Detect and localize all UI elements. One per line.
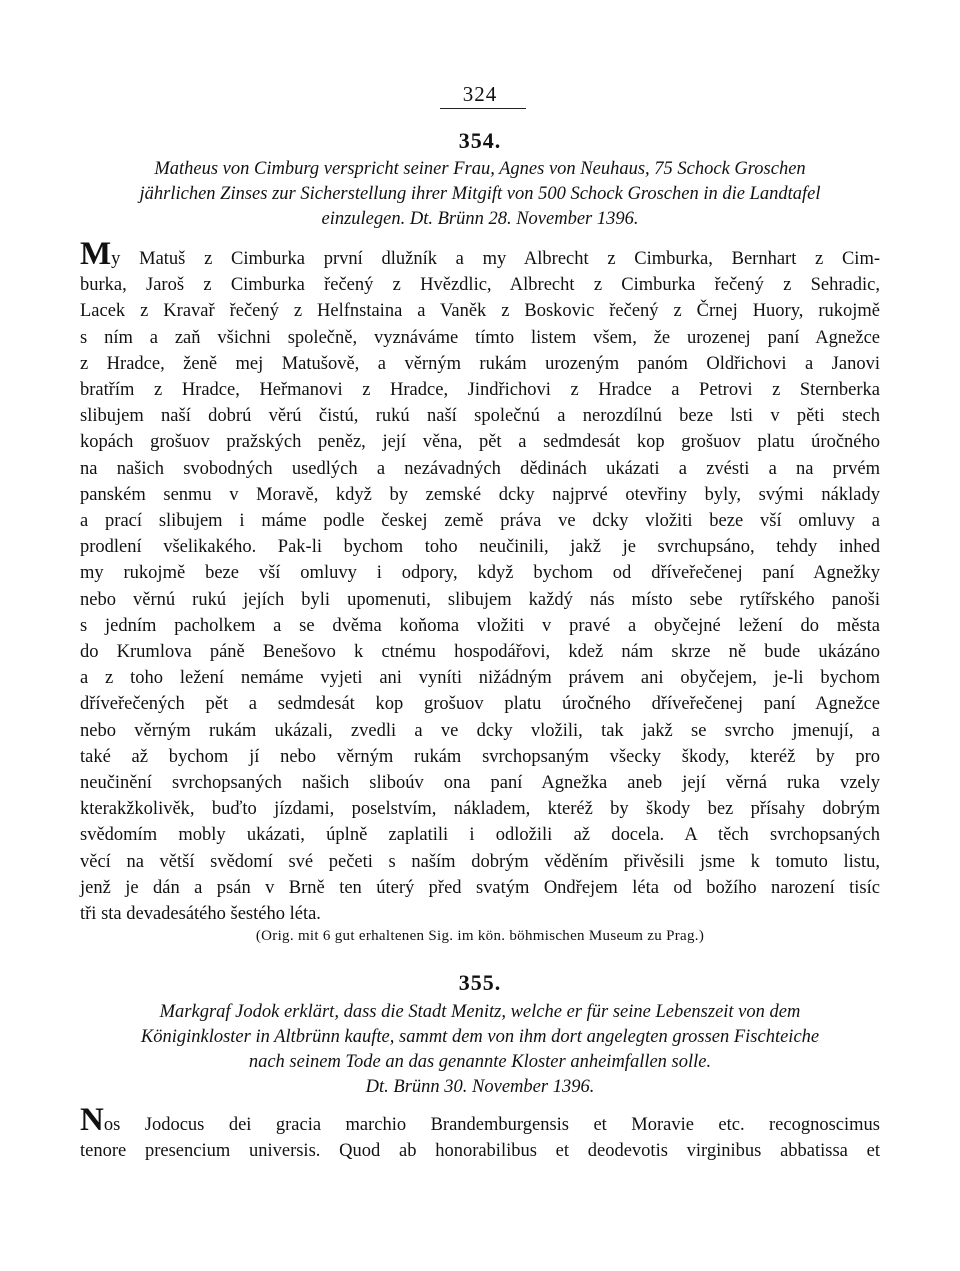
text-line: z Hradce, ženě mej Matušově, a věrným rukám urozeným panóm Oldřichovi a Janovi — [80, 353, 880, 374]
text-line: my rukojmě beze vší omluvy i odpory, když bychom od dříveřečenej paní Agnežky — [80, 563, 880, 584]
text-line: také až bychom jí nebo věrným rukám svrchopsaným všecky škody, kteréž by pro — [80, 746, 880, 767]
document-number-354: 354. — [458, 128, 502, 153]
text-line: dříveřečených pět a sedmdesát kop grošuov platu úročného dříveřečenej paní Agnežce — [80, 694, 880, 715]
initial-letter: N — [80, 1102, 104, 1138]
page-number-rule — [440, 108, 526, 109]
text-line: s jedním pacholkem a se dvěma koňoma vložiti v pravé a obyčejné ležení do města — [80, 615, 880, 636]
page-number: 324 — [462, 82, 498, 106]
summary-354-line: Matheus von Cimburg verspricht seiner Frau, Agnes von Neuhaus, 75 Schock Groschen — [154, 159, 806, 179]
text-line: panském senmu v Moravě, když by zemské dcky najprvé otevřiny byly, svými náklady — [80, 484, 880, 505]
summary-355-line: Königinkloster in Altbrünn kaufte, sammt dem von ihm dort angelegten grossen Fischteiche — [140, 1027, 820, 1047]
text-line: s ním a zaň všichni společně, vyznáváme tímto listem všem, že urozenej paní Agnežce — [80, 327, 880, 348]
text-line: a z toho ležení nemáme vyjeti ani vyníti nižádným právem ani obyčejem, je-li bychom — [80, 668, 880, 689]
text-line: nebo věrnú rukú jejích byli upomenuti, slibujem každý nás místo sebe rytířského panoši — [80, 589, 880, 610]
text-line: prodlení všelikakého. Pak-li bychom toho neučinili, jakž je svrchupsáno, tehdy inhed — [80, 537, 880, 558]
text-line — [80, 1102, 880, 1138]
text-line: do Krumlova páně Benešovo k ctnému hospodářovi, kdež nám skrze ně bude ukázáno — [80, 642, 880, 663]
summary-354-line: einzulegen. Dt. Brünn 28. November 1396. — [321, 209, 639, 229]
source-note-354: (Orig. mit 6 gut erhaltenen Sig. im kön. böhmischen Museum zu Prag.) — [255, 928, 705, 944]
document-number-355: 355. — [458, 970, 502, 995]
text-line: tři sta devadesátého šestého léta. — [80, 904, 321, 925]
summary-355-line: Markgraf Jodok erklärt, dass die Stadt Menitz, welche er für seine Lebenszeit von dem — [159, 1002, 801, 1022]
text-line: nebo věrným rukám ukázali, zvedli a ve dcky vložili, tak jakž se svrcho jmenují, a — [80, 720, 880, 741]
text-line: Lacek z Kravař řečený z Helfnstaina a Vaněk z Boskovic řečený z Črnej Huory, rukojmě — [80, 301, 880, 322]
text-line: slibujem naší dobrú věrú čistú, rukú naší společnú a nerozdílnú beze lsti v pěti stech — [80, 406, 880, 427]
text-line-content: y Matuš z Cimburka první dlužník a my Albrecht z Cimburka, Bernhart z Cim- — [111, 249, 880, 269]
summary-355 — [80, 1000, 880, 1100]
text-line: burka, Jaroš z Cimburka řečený z Hvězdlic, Albrecht z Cimburka řečený z Sehradic, — [80, 275, 880, 296]
text-line: bratřím z Hradce, Heřmanovi z Hradce, Jindřichovi z Hradce a Petrovi z Sternberka — [80, 380, 880, 401]
text-line: jenž je dán a psán v Brně ten úterý před svatým Ondřejem léta od božího narození tisíc — [80, 877, 880, 898]
summary-355-line: Dt. Brünn 30. November 1396. — [365, 1077, 595, 1097]
text-line — [80, 236, 880, 272]
summary-355-line: nach seinem Tode an das genannte Kloster anheimfallen solle. — [248, 1052, 712, 1072]
text-line-content: os Jodocus dei gracia marchio Brandemburgensis et Moravie etc. recognoscimus — [103, 1115, 880, 1135]
text-line: tenore presencium universis. Quod ab honorabilibus et deodevotis virginibus abbatissa et — [80, 1141, 880, 1162]
initial-letter: M — [80, 236, 112, 272]
text-line: věcí na větší svědomí své pečeti s naším dobrým věděním přivěsili jsme k tomuto listu, — [80, 851, 880, 872]
body-text-355 — [80, 1102, 880, 1164]
summary-354 — [80, 157, 880, 232]
text-line: na našich svobodných usedlých a nezávadných dědinách ukázati a zvésti a na prvém — [80, 458, 880, 479]
text-line: kopách grošuov pražských peněz, její věna, pět a sedmdesát kop grošuov platu úročného — [80, 432, 880, 453]
text-line: neučinění svrchopsaných našich sliboúv ona paní Agnežka aneb její věrná ruka vzely — [80, 773, 880, 794]
text-line: kterakžkolivěk, buďto jízdami, poselstvím, nákladem, kteréž by škody bez přísahy dobrým — [80, 799, 880, 820]
body-text-354 — [80, 236, 880, 927]
text-line: a prací slibujem i máme podle českej země práva ve dcky vložiti beze vší omluvy a — [80, 511, 880, 532]
summary-354-line: jährlichen Zinses zur Sicherstellung ihrer Mitgift von 500 Schock Groschen in die Landtafel — [139, 184, 821, 204]
text-line: svědomím mobly ukázati, úplně zaplatili i odložili až docela. A těch svrchopsaných — [80, 825, 880, 846]
